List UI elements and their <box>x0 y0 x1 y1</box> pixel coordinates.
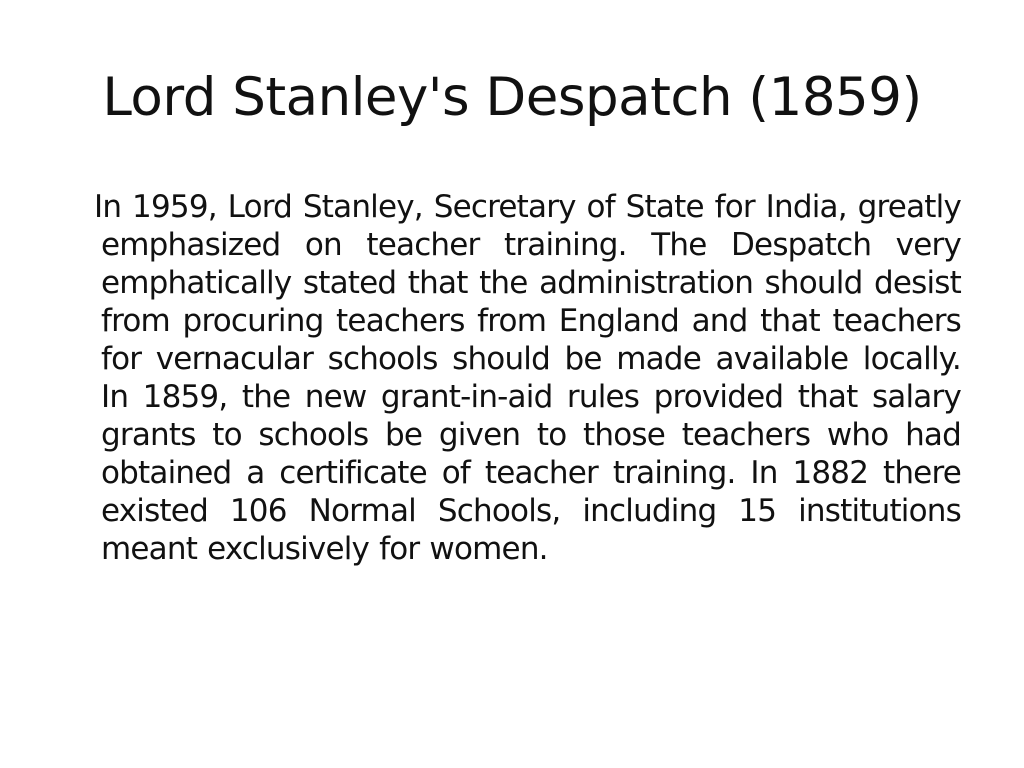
slide-body-text: In 1959, Lord Stanley, Secretary of State for India, greatly emphasized on teacher training. The Despatch very emphatically stated that the administration should desist from procuring teachers from England and that teachers for vernacular schools should be made available locally. In 1859, the new grant-in-aid rules provided that salary grants to schools be given to those teachers who had obtained a certificate of teacher training. In 1882 there existed 106 Normal Schools, including 15 institutions meant exclusively for women. <box>94 189 961 567</box>
slide-title: Lord Stanley's Despatch (1859) <box>102 67 922 128</box>
